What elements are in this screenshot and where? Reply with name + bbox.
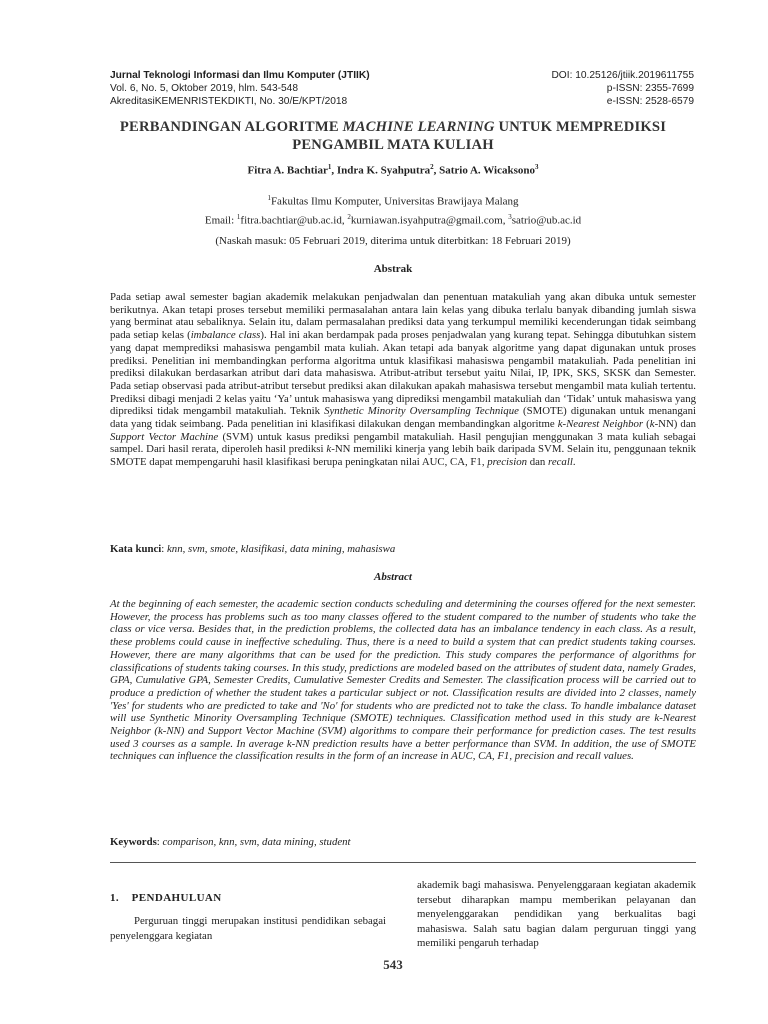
keywords-label: Keywords xyxy=(110,836,157,848)
author-3: Satrio A. Wicaksono xyxy=(439,164,535,177)
section-heading-pendahuluan: 1. PENDAHULUAN xyxy=(110,892,222,904)
doi: DOI: 10.25126/jtiik.2019611755 xyxy=(551,70,694,81)
author-1: Fitra A. Bachtiar xyxy=(247,164,328,177)
affiliation: $^1$Fakultas Ilmu Komputer, Universitas Brawijaya Malang Email: $^1$fitra.bachtiar@ub.ac.id, $^2$kurniawan.isyahputra@gmail.com, $^3$satrio@ub.ac.id xyxy=(204,194,582,227)
author-1-sup: 1 xyxy=(327,163,332,171)
section-divider xyxy=(110,862,696,863)
email-1: fitra.bachtiar@ub.ac.id xyxy=(240,214,342,227)
journal-header-left xyxy=(110,69,370,108)
email-3: satrio@ub.ac.id xyxy=(511,214,582,227)
email-2-sup: 2 xyxy=(347,212,351,221)
abstrak-text: Pada setiap awal semester bagian akademik melakukan penjadwalan dan penentuan matakuliah yang akan dibuka untuk semester berikutnya. Akan tetapi proses tersebut memiliki permasalahan antara lain kelas yang dibuka terlalu banyak dibanding jumlah siswa yang berminat atau sebaliknya. Selain itu, dalam permasalahan prediksi data yang terkumpul memiliki kecenderungan tidak seimbang pada setiap kelas (imbalance class). Hal ini akan berdampak pada proses penjadwalan yang kurang tepat. Sehingga dibutuhkan sistem yang dapat memprediksi mahasiswa pengambil mata kuliah. Akan tetapi ada banyak algoritme yang dapat digunakan untuk proses prediksi. Penelitian ini membandingkan performa algoritma untuk klasifikasi mahasiswa pengambil matakuliah. Pada penelitian ini prediksi dilakukan berdasarkan atribut dari data mahasiswa. Atribut-atribut tersebut yaitu Nilai, IP, IPK, SKS, SKSK dan Semester. Pada setiap observasi pada atribut-atribut tersebut prediksi akan dilakukan apakah mahasiswa tersebut mengambil mata kuliah tertentu. Prediksi dibagi menjadi 2 kelas yaitu ‘Ya’ untuk mahasiswa yang diprediksi mengambil matakuliah dan ‘Tidak’ untuk mahasiswa yang diprediksi tidak mengambil matakuliah. Teknik Synthetic Minority Oversampling Technique (SMOTE) digunakan untuk menangani data yang tidak seimbang. Pada penelitian ini klasifikasi dilakukan dengan membandingkan algoritme k-Nearest Neighbor (k-NN) dan Support Vector Machine (SVM) untuk kasus prediksi pengambil matakuliah. Hasil pengujian menggunakan 3 mata kuliah sebagai sampel. Dari hasil rerata, diperoleh hasil prediksi k-NN memiliki kinerja yang lebih baik daripada SVM. Selain itu, penggunaan teknik SMOTE dapat mempengaruhi hasil klasifikasi berupa peningkatan nilai AUC, CA, F1, precision dan recall. xyxy=(110,291,697,469)
affil-name: Fakultas Ilmu Komputer, Universitas Brawijaya Malang xyxy=(270,195,519,208)
page-number: 543 xyxy=(383,957,403,972)
abstrak-heading: Abstrak xyxy=(373,263,413,275)
kata-kunci-label: Kata kunci xyxy=(110,543,162,555)
received-dates: (Naskah masuk: 05 Februari 2019, diterima untuk diterbitkan: 18 Februari 2019) xyxy=(215,235,571,247)
kata-kunci-value: knn, svm, smote, klasifikasi, data mining, mahasiswa xyxy=(167,543,396,555)
journal-name: Jurnal Teknologi Informasi dan Ilmu Komputer (JTIIK) xyxy=(110,70,370,81)
title-italic: MACHINE LEARNING xyxy=(342,119,495,135)
email-label: Email: xyxy=(204,214,237,227)
abstract-text: At the beginning of each semester, the academic section conducts scheduling and determining the courses offered for the next semester. However, the process has problems such as too many classes offered to the student compared to the number of students who take the class or vice versa. Besides that, in the prediction problems, the collected data has an imbalance tendency in each class. As a result, these problems could cause in ineffective scheduling. Thus, there is a need to build a system that can predict students taking courses. However, there are many algorithms that can be used for the prediction. This study compares the performance of algorithms for classifications of students taking courses. In this study, predictions are modeled based on the attributes of student data, namely Grades, GPA, Cumulative GPA, Semester Credits, Cumulative Semester Credits and Semester. The classification process will be carried out to produce a prediction of whether the student takes a particular subject or not. Classification results are divided into 2 classes, namely 'Yes' for students who are predicted to take and 'No' for students who are predicted not to take the class. To handle imbalance dataset will use Synthetic Minority Oversampling Technique (SMOTE) techniques. Classification method used in this study are k-Nearest Neighbor (k-NN) and Support Vector Machine (SVM) algorithms to compare their performance for prediction cases. The test results used 3 courses as a sample. In average k-NN prediction results have a better performance than SVM. In addition, the use of SMOTE techniques can influence the classification results in the form of an increase in AUC, CA, F1, precision and recall values. xyxy=(110,598,696,763)
keywords: Keywords: comparison, knn, svm, data mining, student xyxy=(110,836,351,848)
body-column-left: Perguruan tinggi merupakan institusi pendidikan sebagai penyelenggara kegiatan xyxy=(110,915,386,942)
e-issn: e-ISSN: 2528-6579 xyxy=(606,96,694,107)
journal-accreditation: AkreditasiKEMENRISTEKDIKTI, No. 30/E/KPT/2018 xyxy=(110,96,348,107)
abstract-heading: Abstract xyxy=(374,571,412,583)
title-part1: PERBANDINGAN ALGORITME xyxy=(119,119,343,135)
author-2: Indra K. Syahputra xyxy=(336,164,431,177)
email-3-sup: 3 xyxy=(508,212,512,221)
author-3-sup: 3 xyxy=(534,163,539,171)
journal-volume: Vol. 6, No. 5, Oktober 2019, hlm. 543-548 xyxy=(110,83,299,94)
email-1-sup: 1 xyxy=(236,212,241,221)
email-2: kurniawan.isyahputra@gmail.com xyxy=(350,214,503,227)
keywords-value: comparison, knn, svm, data mining, student xyxy=(162,836,351,848)
author-2-sup: 2 xyxy=(430,163,434,171)
title-part2: UNTUK MEMPREDIKSI xyxy=(494,119,667,135)
authors: Fitra A. Bachtiar$^1$, Indra K. Syahputra$^2$, Satrio A. Wicaksono$^3$ xyxy=(247,163,539,177)
journal-header-right xyxy=(551,69,694,108)
title-line2: PENGAMBIL MATA KULIAH xyxy=(292,137,494,153)
kata-kunci: Kata kunci: knn, svm, smote, klasifikasi, data mining, mahasiswa xyxy=(110,543,396,555)
paper-title xyxy=(100,118,686,154)
body-column-right: akademik bagi mahasiswa. Penyelenggaraan kegiatan akademik tersebut diharapkan mampu memberikan pelayanan dan menyelenggarakan pendidikan yang berkualitas bagi mahasiswa. Salah satu bagian dalam perguruan tinggi yang memiliki pengaruh terhadap xyxy=(417,879,696,949)
affil-sup: 1 xyxy=(267,194,271,202)
p-issn: p-ISSN: 2355-7699 xyxy=(606,83,694,94)
